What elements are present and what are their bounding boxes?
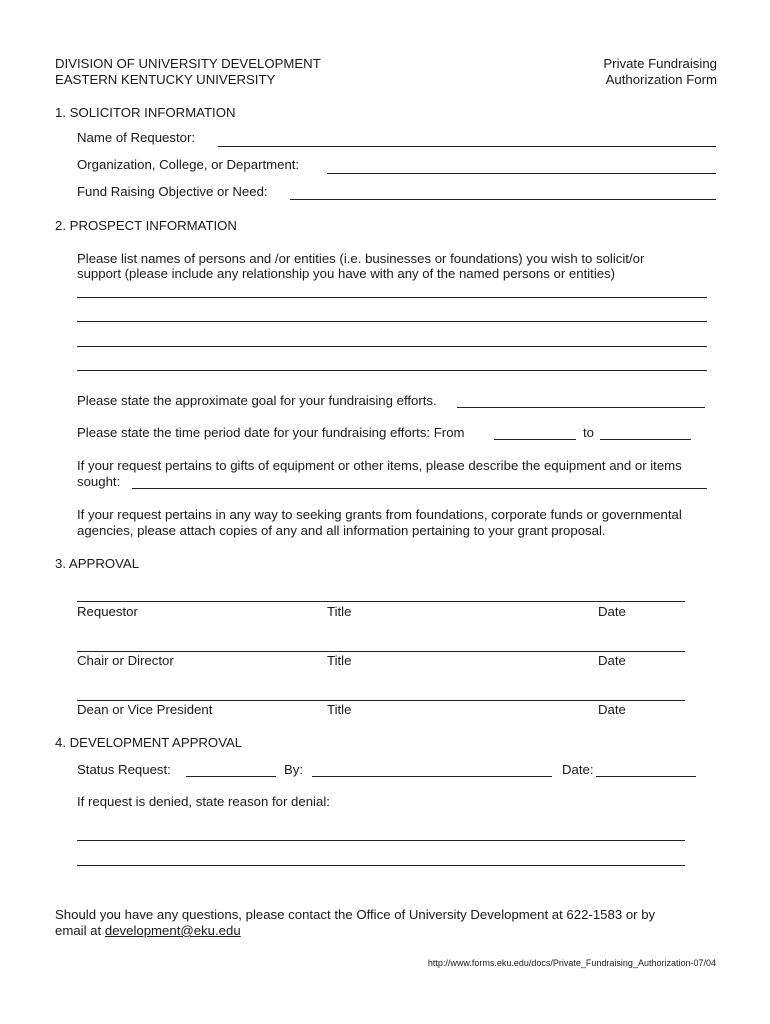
denial-label: If request is denied, state reason for denial: (77, 794, 330, 809)
grants-line2: agencies, please attach copies of any and all information pertaining to your grant proposal. (77, 523, 606, 538)
by-label: By: (284, 762, 304, 777)
period-from-field[interactable] (494, 439, 576, 440)
organization-label: Organization, College, or Department: (77, 157, 300, 172)
period-to-field[interactable] (600, 439, 691, 440)
dean-title-label: Title (327, 702, 352, 717)
chair-title-label: Title (327, 653, 352, 668)
goal-label: Please state the approximate goal for your fundraising efforts. (77, 393, 437, 408)
period-to-label: to (583, 425, 594, 440)
section4-heading: 4. DEVELOPMENT APPROVAL (55, 735, 243, 750)
form-title-line2: Authorization Form (605, 72, 717, 87)
grants-line1: If your request pertains in any way to seeking grants from foundations, corporate funds or governmental (77, 507, 682, 522)
equipment-line2: sought: (77, 474, 121, 489)
requestor-name-label: Name of Requestor: (77, 130, 196, 145)
requestor-title-label: Title (327, 604, 352, 619)
form-url: http://www.forms.eku.edu/docs/Private_Fundraising_Authorization-07/04 (427, 958, 716, 968)
contact-line2 (55, 923, 241, 939)
requestor-signature-line[interactable] (77, 601, 685, 602)
prospect-line[interactable] (77, 297, 707, 298)
chair-date-label: Date (598, 653, 626, 668)
section3-heading: 3. APPROVAL (55, 556, 140, 571)
objective-field[interactable] (290, 199, 716, 200)
email-link[interactable]: development@eku.edu (104, 923, 241, 938)
denial-reason-line[interactable] (77, 840, 685, 841)
university-name: EASTERN KENTUCKY UNIVERSITY (55, 72, 276, 87)
period-label: Please state the time period date for your fundraising efforts: From (77, 425, 465, 440)
denial-reason-line[interactable] (77, 865, 685, 866)
prospect-instructions-line1: Please list names of persons and /or entities (i.e. businesses or foundations) you wish to solicit/or (77, 251, 645, 266)
dean-role-label: Dean or Vice President (77, 702, 213, 717)
requestor-name-field[interactable] (218, 146, 716, 147)
requestor-role-label: Requestor (77, 604, 138, 619)
chair-role-label: Chair or Director (77, 653, 174, 668)
by-field[interactable] (312, 776, 552, 777)
contact-line1: Should you have any questions, please contact the Office of University Development at 622-1583 or by (55, 907, 656, 922)
dean-date-label: Date (598, 702, 626, 717)
objective-label: Fund Raising Objective or Need: (77, 184, 268, 199)
dean-signature-line[interactable] (77, 700, 685, 701)
date-field[interactable] (596, 776, 696, 777)
requestor-date-label: Date (598, 604, 626, 619)
status-request-label: Status Request: (77, 762, 171, 777)
chair-signature-line[interactable] (77, 651, 685, 652)
equipment-field[interactable] (132, 488, 707, 489)
equipment-line1: If your request pertains to gifts of equipment or other items, please describe the equipment and or items (77, 458, 682, 473)
org-name: DIVISION OF UNIVERSITY DEVELOPMENT (55, 56, 321, 71)
goal-field[interactable] (457, 407, 705, 408)
prospect-line[interactable] (77, 370, 707, 371)
organization-field[interactable] (327, 173, 716, 174)
section2-heading: 2. PROSPECT INFORMATION (55, 218, 237, 233)
date-label: Date: (562, 762, 594, 777)
contact-prefix: email at (55, 923, 102, 938)
form-title-line1: Private Fundraising (603, 56, 717, 71)
section1-heading: 1. SOLICITOR INFORMATION (55, 105, 236, 120)
prospect-line[interactable] (77, 346, 707, 347)
prospect-line[interactable] (77, 321, 707, 322)
status-request-field[interactable] (186, 776, 276, 777)
prospect-instructions-line2: support (please include any relationship you have with any of the named persons or entities) (77, 266, 616, 281)
